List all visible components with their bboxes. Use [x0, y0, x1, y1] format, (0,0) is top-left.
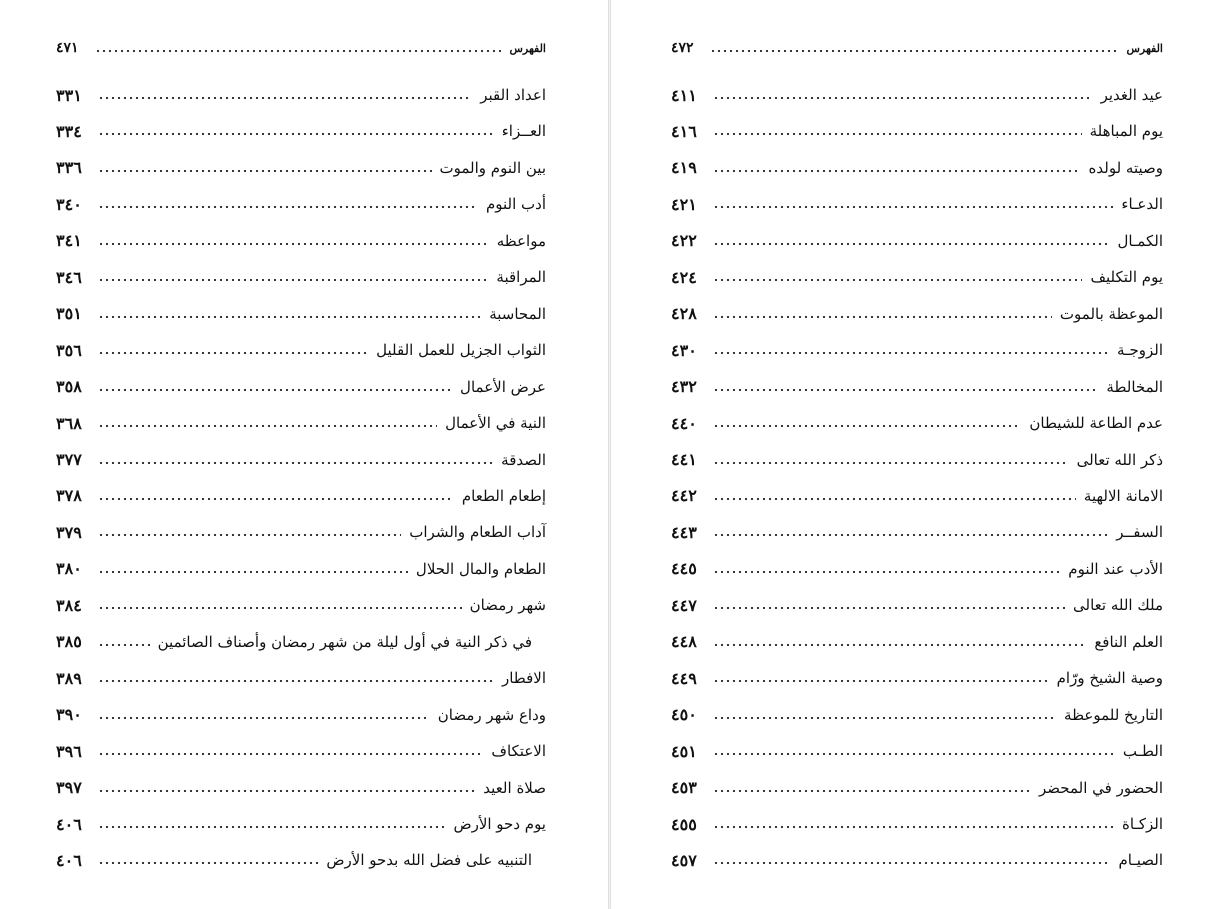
dot-leader — [713, 124, 1082, 138]
page-number: ٣٨٤ — [56, 595, 82, 615]
page-number: ٤٢١ — [671, 194, 697, 214]
toc-entry — [56, 262, 546, 292]
page-number: ٤٤٨ — [671, 632, 697, 652]
page-number: ٤٥٠ — [671, 705, 697, 725]
entry-title: الفهرس — [509, 41, 546, 55]
page-number: ٤٥٧ — [671, 850, 697, 870]
entry-title: الثواب الجزيل للعمل القليل — [376, 341, 546, 360]
page-number: ٤٢٢ — [671, 231, 697, 251]
page-number: ٣٦٨ — [56, 413, 82, 433]
toc-entry — [671, 481, 1163, 511]
dot-leader — [98, 635, 150, 649]
dot-leader — [713, 744, 1115, 758]
page-number: ٤٤٩ — [671, 668, 697, 688]
toc-entry — [671, 372, 1163, 402]
toc-entry — [56, 189, 546, 219]
dot-leader — [98, 307, 481, 321]
entry-title: عيد الغدير — [1100, 86, 1163, 104]
page-number: ٤٢٨ — [671, 304, 697, 324]
dot-leader — [98, 744, 484, 758]
dot-leader — [98, 380, 452, 394]
toc-entry — [56, 80, 546, 110]
entry-title: أدب النوم — [485, 195, 546, 214]
page-number: ٤١٦ — [671, 121, 697, 141]
entry-title: اعداد القبر — [480, 86, 546, 104]
toc-entry — [671, 116, 1163, 146]
entry-title: التنبيه على فضل الله بدحو الأرض — [326, 851, 532, 870]
entry-title: بين النوم والموت — [439, 158, 546, 177]
toc-entry — [671, 773, 1163, 803]
running-header — [56, 33, 546, 63]
entry-title: الموعظة بالموت — [1059, 304, 1163, 323]
dot-leader — [713, 708, 1056, 722]
entry-title: المراقبة — [496, 268, 546, 287]
page-number: ٤٤١ — [671, 450, 697, 469]
page-number: ٣٤١ — [56, 231, 82, 251]
entry-title: ملك الله تعالى — [1073, 596, 1163, 615]
dot-leader — [713, 453, 1069, 467]
toc-entry — [671, 736, 1163, 766]
toc-entry — [671, 809, 1163, 839]
toc-entry — [56, 116, 546, 146]
entry-title: إطعام الطعام — [461, 486, 546, 505]
entry-title: مواعظه — [496, 231, 546, 250]
dot-leader — [98, 124, 494, 138]
entry-title: الصيـام — [1118, 851, 1163, 870]
toc-entry — [671, 335, 1163, 365]
entry-title: الزكـاة — [1122, 815, 1163, 833]
dot-leader — [98, 598, 462, 612]
toc-entry — [56, 335, 546, 365]
page-number: ٤١٩ — [671, 158, 697, 178]
page-number: ٤٣٢ — [671, 377, 697, 397]
dot-leader — [98, 817, 446, 831]
entry-title: الصدقة — [501, 450, 546, 469]
dot-leader — [713, 307, 1052, 321]
page-number: ٣٣١ — [56, 85, 82, 105]
page-number: ٤٢٤ — [671, 267, 697, 287]
toc-entry — [56, 226, 546, 256]
toc-entry — [671, 663, 1163, 693]
toc-entry — [671, 299, 1163, 329]
page-number: ٣٥٦ — [56, 340, 82, 360]
dot-leader — [713, 270, 1083, 284]
dot-leader — [713, 234, 1110, 248]
dot-leader — [713, 671, 1049, 685]
toc-entry — [56, 153, 546, 183]
page-number: ٤٥١ — [671, 741, 697, 761]
dot-leader — [98, 88, 472, 102]
page-number: ٤١١ — [671, 85, 697, 105]
entry-title: النية في الأعمال — [445, 414, 546, 433]
dot-leader — [713, 635, 1087, 649]
dot-leader — [713, 380, 1099, 394]
toc-entry — [56, 408, 546, 438]
dot-leader — [98, 161, 432, 175]
entry-title: العــزاء — [501, 122, 546, 141]
toc-entry — [671, 408, 1163, 438]
dot-leader — [713, 781, 1031, 795]
entry-title: السفــر — [1116, 523, 1163, 542]
page-number: ٤٤٢ — [671, 486, 697, 506]
page-number: ٤٤٠ — [671, 413, 697, 433]
toc-entry — [56, 299, 546, 329]
toc-entry — [671, 845, 1163, 875]
entry-title: المخالطة — [1106, 377, 1163, 396]
toc-entry — [671, 590, 1163, 620]
dot-leader — [713, 416, 1022, 430]
page-number: ٤٥٣ — [671, 778, 697, 798]
dot-leader — [713, 161, 1081, 175]
entry-title: في ذكر النية في أول ليلة من شهر رمضان وأصناف الصائمين — [157, 632, 532, 651]
dot-leader — [98, 197, 478, 211]
dot-leader — [98, 343, 368, 357]
dot-leader — [98, 562, 408, 576]
entry-title: الافطار — [501, 669, 546, 688]
dot-leader — [98, 234, 489, 248]
entry-title: الطـب — [1122, 742, 1163, 761]
toc-entry — [56, 663, 546, 693]
dot-leader — [713, 598, 1065, 612]
toc-entry — [56, 481, 546, 511]
entry-title: المحاسبة — [489, 304, 546, 323]
dot-leader — [98, 525, 401, 539]
entry-title: الكمـال — [1117, 231, 1163, 250]
entry-title: الامانة الالهية — [1083, 486, 1163, 505]
page-number: ٤٧٢ — [671, 40, 694, 56]
toc-entry — [56, 700, 546, 730]
entry-title: ذكر الله تعالى — [1076, 450, 1163, 469]
entry-title: شهر رمضان — [469, 596, 546, 615]
entry-title: يوم المباهلة — [1089, 122, 1163, 141]
toc-entry — [671, 700, 1163, 730]
entry-title: وداع شهر رمضان — [437, 705, 546, 724]
entry-title: وصيته لولده — [1088, 158, 1163, 177]
page-number: ٣٨٩ — [56, 668, 82, 688]
toc-entry — [671, 627, 1163, 657]
entry-title: يوم التكليف — [1090, 268, 1163, 287]
toc-entry — [56, 445, 546, 475]
page-number: ٤٣٠ — [671, 340, 697, 360]
page-number: ٣٥١ — [56, 304, 82, 324]
entry-title: الحضور في المحضر — [1038, 778, 1163, 797]
toc-entry — [56, 736, 546, 766]
toc-entry — [671, 554, 1163, 584]
page-number: ٣٩٦ — [56, 741, 82, 761]
dot-leader — [98, 489, 454, 503]
toc-entry — [671, 153, 1163, 183]
entry-title: آداب الطعام والشراب — [409, 523, 546, 542]
entry-title: الزوجـة — [1117, 341, 1163, 360]
dot-leader — [98, 708, 430, 722]
entry-title: العلم النافع — [1094, 632, 1163, 651]
entry-title: الفهرس — [1126, 41, 1163, 55]
right-page — [611, 0, 1222, 909]
toc-entry — [56, 590, 546, 620]
entry-title: الأدب عند النوم — [1068, 559, 1163, 578]
page-number: ٤٠٦ — [56, 850, 82, 870]
page-number: ٤٤٣ — [671, 522, 697, 542]
page-number: ٣٩٧ — [56, 778, 82, 798]
dot-leader — [713, 489, 1076, 503]
page-number: ٤٤٥ — [671, 559, 697, 579]
page-number: ٣٨٥ — [56, 632, 82, 652]
entry-title: صلاة العيد — [483, 778, 546, 797]
toc-entry — [671, 80, 1163, 110]
dot-leader — [713, 817, 1114, 831]
entry-title: عرض الأعمال — [460, 377, 546, 396]
dot-leader — [713, 88, 1093, 102]
left-page — [0, 0, 608, 909]
entry-title: وصية الشيخ ورّام — [1056, 669, 1163, 688]
entry-title: التاريخ للموعظة — [1064, 705, 1163, 724]
dot-leader — [98, 853, 319, 867]
entry-title: عدم الطاعة للشيطان — [1029, 414, 1163, 433]
dot-leader — [98, 270, 489, 284]
toc-entry — [56, 809, 546, 839]
page-number: ٤٠٦ — [56, 814, 82, 834]
dot-leader — [98, 781, 476, 795]
dot-leader — [713, 197, 1114, 211]
page-number: ٣٤٠ — [56, 194, 82, 214]
toc-entry — [671, 226, 1163, 256]
page-number: ٣٨٠ — [56, 559, 82, 579]
toc-entry — [56, 372, 546, 402]
page-number: ٣٧٧ — [56, 450, 82, 469]
entry-title: الدعـاء — [1121, 195, 1163, 214]
dot-leader — [713, 525, 1108, 539]
page-number: ٣٤٦ — [56, 267, 82, 287]
toc-entry — [671, 189, 1163, 219]
toc-entry — [56, 517, 546, 547]
dot-leader — [98, 671, 494, 685]
page-number: ٣٩٠ — [56, 705, 82, 725]
page-number: ٣٣٦ — [56, 158, 82, 178]
page-number: ٤٤٧ — [671, 595, 697, 615]
entry-title: يوم دحو الأرض — [453, 815, 546, 833]
page-number: ٤٥٥ — [671, 814, 697, 834]
dot-leader — [710, 41, 1119, 55]
page-number: ٤٧١ — [56, 40, 79, 56]
toc-entry — [56, 554, 546, 584]
toc-entry — [56, 627, 532, 657]
toc-entry — [671, 262, 1163, 292]
page-number: ٣٣٤ — [56, 121, 82, 141]
entry-title: الاعتكاف — [491, 742, 546, 761]
running-header — [671, 33, 1163, 63]
toc-entry — [56, 845, 532, 875]
dot-leader — [95, 41, 502, 55]
dot-leader — [713, 343, 1109, 357]
toc-entry — [671, 517, 1163, 547]
dot-leader — [713, 562, 1061, 576]
entry-title: الطعام والمال الحلال — [415, 559, 546, 578]
page-number: ٣٥٨ — [56, 377, 82, 397]
page-number: ٣٧٩ — [56, 522, 82, 542]
page-number: ٣٧٨ — [56, 486, 82, 506]
dot-leader — [98, 416, 437, 430]
dot-leader — [98, 453, 493, 467]
toc-entry — [671, 445, 1163, 475]
toc-entry — [56, 773, 546, 803]
dot-leader — [713, 853, 1111, 867]
